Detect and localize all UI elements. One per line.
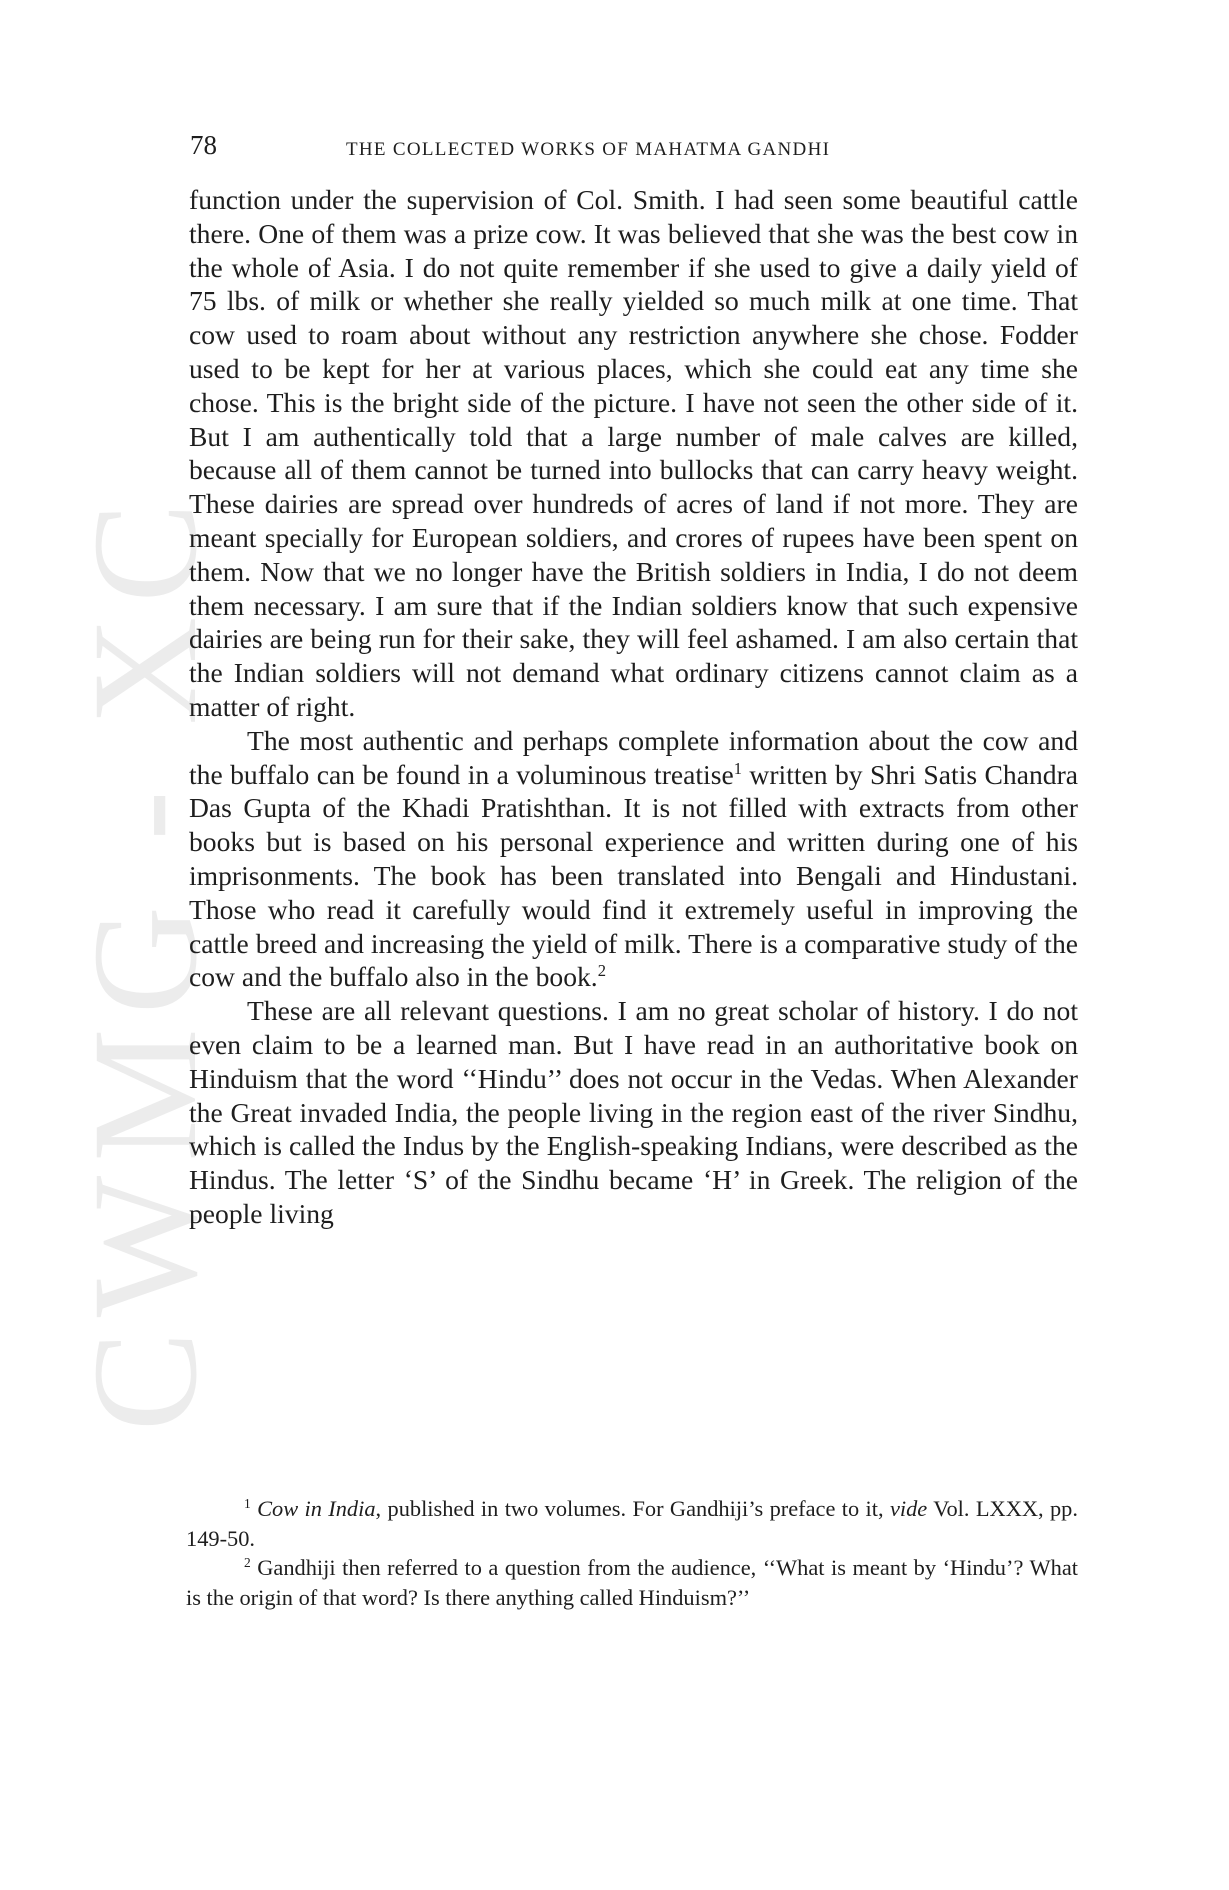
footnote-ref-2: 2	[597, 961, 606, 981]
paragraph-2	[189, 724, 1078, 994]
footnote-1-number: 1	[244, 1495, 251, 1511]
paragraph-2-start: The most authentic and perhaps complete information about the cow and the buffalo can be found in a voluminous treatise	[189, 724, 1078, 790]
footnote-1-citation: Vol. LXXX, pp. 149-50.	[186, 1496, 1078, 1551]
footnote-1-vide: vide	[889, 1496, 928, 1521]
footnote-1-title: Cow in India	[257, 1496, 376, 1521]
footnote-1	[186, 1494, 1078, 1553]
footnotes	[186, 1494, 1078, 1612]
paragraph-3: These are all relevant questions. I am no great scholar of history. I do not even claim to be a learned man. But I have read in an authoritative book on Hinduism that the word ‘‘Hindu’’ does not occur in the Vedas. When Alexander the Great invaded India, the people living in the region east of the river Sindhu, which is called the Indus by the English-speaking Indians, were described as the Hindus. The letter ‘S’ of the Sindhu became ‘H’ in Greek. The religion of the people living	[189, 995, 1078, 1229]
running-head: THE COLLECTED WORKS OF MAHATMA GANDHI	[346, 139, 831, 160]
paragraph-2-rest: written by Shri Satis Chandra Das Gupta of the Khadi Pratishthan. It is not filled with extracts from other books but is based on his personal experience and written during one of his imprisonments. The book has been translated into Bengali and Hindustani. Those who read it carefully would find it extremely useful in improving the cattle breed and increasing the yield of milk. There is a comparative study of the cow and the buffalo also in the book.	[189, 758, 1078, 993]
body-text	[189, 183, 1078, 1231]
paragraph-1: function under the supervision of Col. Smith. I had seen some beautiful cattle there. One of them was a prize cow. It was believed that she was the best cow in the whole of Asia. I do not quite remember if she used to give a daily yield of 75 lbs. of milk or whether she really yielded so much milk at one time. That cow used to roam about without any restriction anywhere she chose. Fodder used to be kept for her at various places, which she could eat any time she chose. This is the bright side of the picture. I have not seen the other side of it. But I am authentically told that a large number of male calves are killed, because all of them cannot be turned into bullocks that can carry heavy weight. These dairies are spread over hundreds of acres of land if not more. They are meant specially for European soldiers, and crores of rupees have been spent on them. Now that we no longer have the British soldiers in India, I do not deem them necessary. I am sure that if the Indian soldiers know that such expensive dairies are being run for their sake, they will feel ashamed. I am also certain that the Indian soldiers will not demand what ordinary citizens cannot claim as a matter of right.	[189, 184, 1078, 722]
footnote-1-text: , published in two volumes. For Gandhiji’s preface to it,	[375, 1496, 890, 1521]
footnote-2	[186, 1553, 1078, 1612]
footnote-2-number: 2	[244, 1554, 251, 1570]
page-header	[190, 130, 1080, 170]
footnote-ref-1: 1	[733, 758, 742, 778]
watermark-text: CWMG - XC	[62, 488, 228, 1432]
footnote-2-text: Gandhiji then referred to a question from the audience, ‘‘What is meant by ‘Hindu’? What is the origin of that word? Is there anything called Hinduism?’’	[186, 1555, 1078, 1610]
page-number: 78	[190, 130, 217, 160]
